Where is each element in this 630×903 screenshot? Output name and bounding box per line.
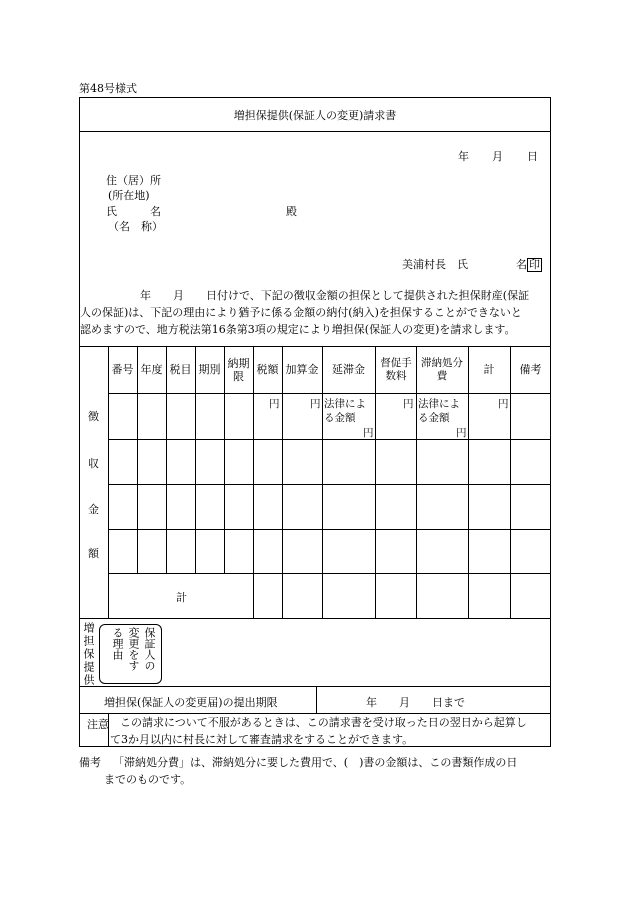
table-line	[108, 484, 551, 485]
date-month: 月	[492, 150, 503, 163]
date-day: 日	[527, 150, 538, 163]
total-label: 計	[176, 591, 187, 604]
notice-side-char: 注意	[87, 718, 109, 731]
yen-delinquency: 円	[363, 427, 374, 439]
table-line	[108, 573, 551, 574]
name-sub-label: （名 称）	[108, 220, 163, 233]
law-amount-line2: る金額	[418, 412, 450, 424]
reason-bracket-col2: 変更をす	[127, 627, 140, 671]
deadline-label: 増担保(保証人の変更届)の提出期限	[104, 696, 278, 709]
name-label: 氏 名	[106, 205, 161, 218]
header-demand-fee: 督促手数料	[380, 356, 412, 382]
remarks-line-1: 「滞納処分費」は、滞納処分に要した費用で、( )書の金額は、この書類作成の日	[113, 756, 518, 769]
deadline-value: 年 月 日まで	[366, 696, 465, 709]
header-period: 期別	[198, 363, 221, 376]
form-title: 増担保提供(保証人の変更)請求書	[233, 109, 397, 122]
remarks-label: 備考	[79, 756, 101, 769]
table-line	[108, 529, 551, 530]
honorific: 殿	[286, 205, 297, 218]
reason-side-label: 増担保提供	[82, 622, 95, 687]
yen-tax-amount: 円	[269, 398, 280, 410]
mayor-label: 美浦村長 氏	[402, 258, 468, 271]
reason-bracket-col3: る理由	[111, 627, 124, 660]
yen-disposition: 円	[456, 427, 467, 439]
table-line	[108, 439, 551, 440]
divider	[79, 686, 551, 687]
header-tax-amount: 税額	[256, 363, 279, 376]
divider	[79, 131, 551, 132]
side-label-char: 徴	[88, 410, 99, 423]
law-amount-line2: る金額	[324, 412, 356, 424]
table-line	[108, 393, 551, 394]
side-label-char: 収	[88, 457, 99, 470]
header-number: 番号	[111, 363, 134, 376]
notice-line-1: この請求について不服があるときは、この請求書を受け取った日の翌日から起算し	[120, 716, 527, 729]
address-sub-label: (所在地)	[108, 189, 150, 202]
table-line	[224, 346, 225, 573]
table-line	[416, 346, 417, 618]
header-due-date: 納期限	[227, 356, 250, 383]
body-line-3: 認めますので、地方税法第16条第3項の規定により増担保(保証人の変更)を請求します。	[80, 323, 516, 336]
side-label-char: 額	[88, 547, 99, 560]
address-label: 住（居）所	[106, 174, 161, 187]
header-total: 計	[483, 363, 495, 376]
body-line-2: 人の保証)は、下記の理由により猶予に係る金額の納付(納入)を担保することができないと	[80, 306, 522, 319]
body-line-1: 年 月 日付けで、下記の徴収金額の担保として提供された担保財産(保証	[140, 289, 530, 302]
law-amount-line1: 法律によ	[418, 398, 460, 410]
yen-total: 円	[498, 398, 509, 410]
header-tax-item: 税目	[169, 363, 192, 376]
law-amount-line1: 法律によ	[324, 398, 366, 410]
yen-additional-tax: 円	[310, 398, 321, 410]
header-delinquency-charge: 延滞金	[332, 363, 365, 376]
date-year: 年	[458, 150, 469, 163]
header-fiscal-year: 年度	[140, 363, 163, 376]
divider	[316, 686, 317, 713]
reason-bracket-col1: 保証人の	[143, 627, 156, 671]
header-additional-tax: 加算金	[285, 363, 319, 376]
remarks-line-2: までのものです。	[104, 773, 192, 786]
yen-demand-fee: 円	[403, 398, 414, 410]
notice-line-2: て3か月以内に村長に対して審査請求をすることができます。	[110, 733, 414, 746]
table-line	[79, 618, 551, 619]
header-remarks: 備考	[519, 363, 542, 376]
side-label-char: 金	[88, 503, 99, 516]
mayor-name-char: 名 印	[516, 258, 540, 271]
table-line	[375, 346, 376, 618]
header-disposition-cost: 滞納処分費	[421, 356, 463, 382]
seal-mark: 印	[529, 258, 540, 271]
form-number: 第48号様式	[79, 82, 137, 95]
